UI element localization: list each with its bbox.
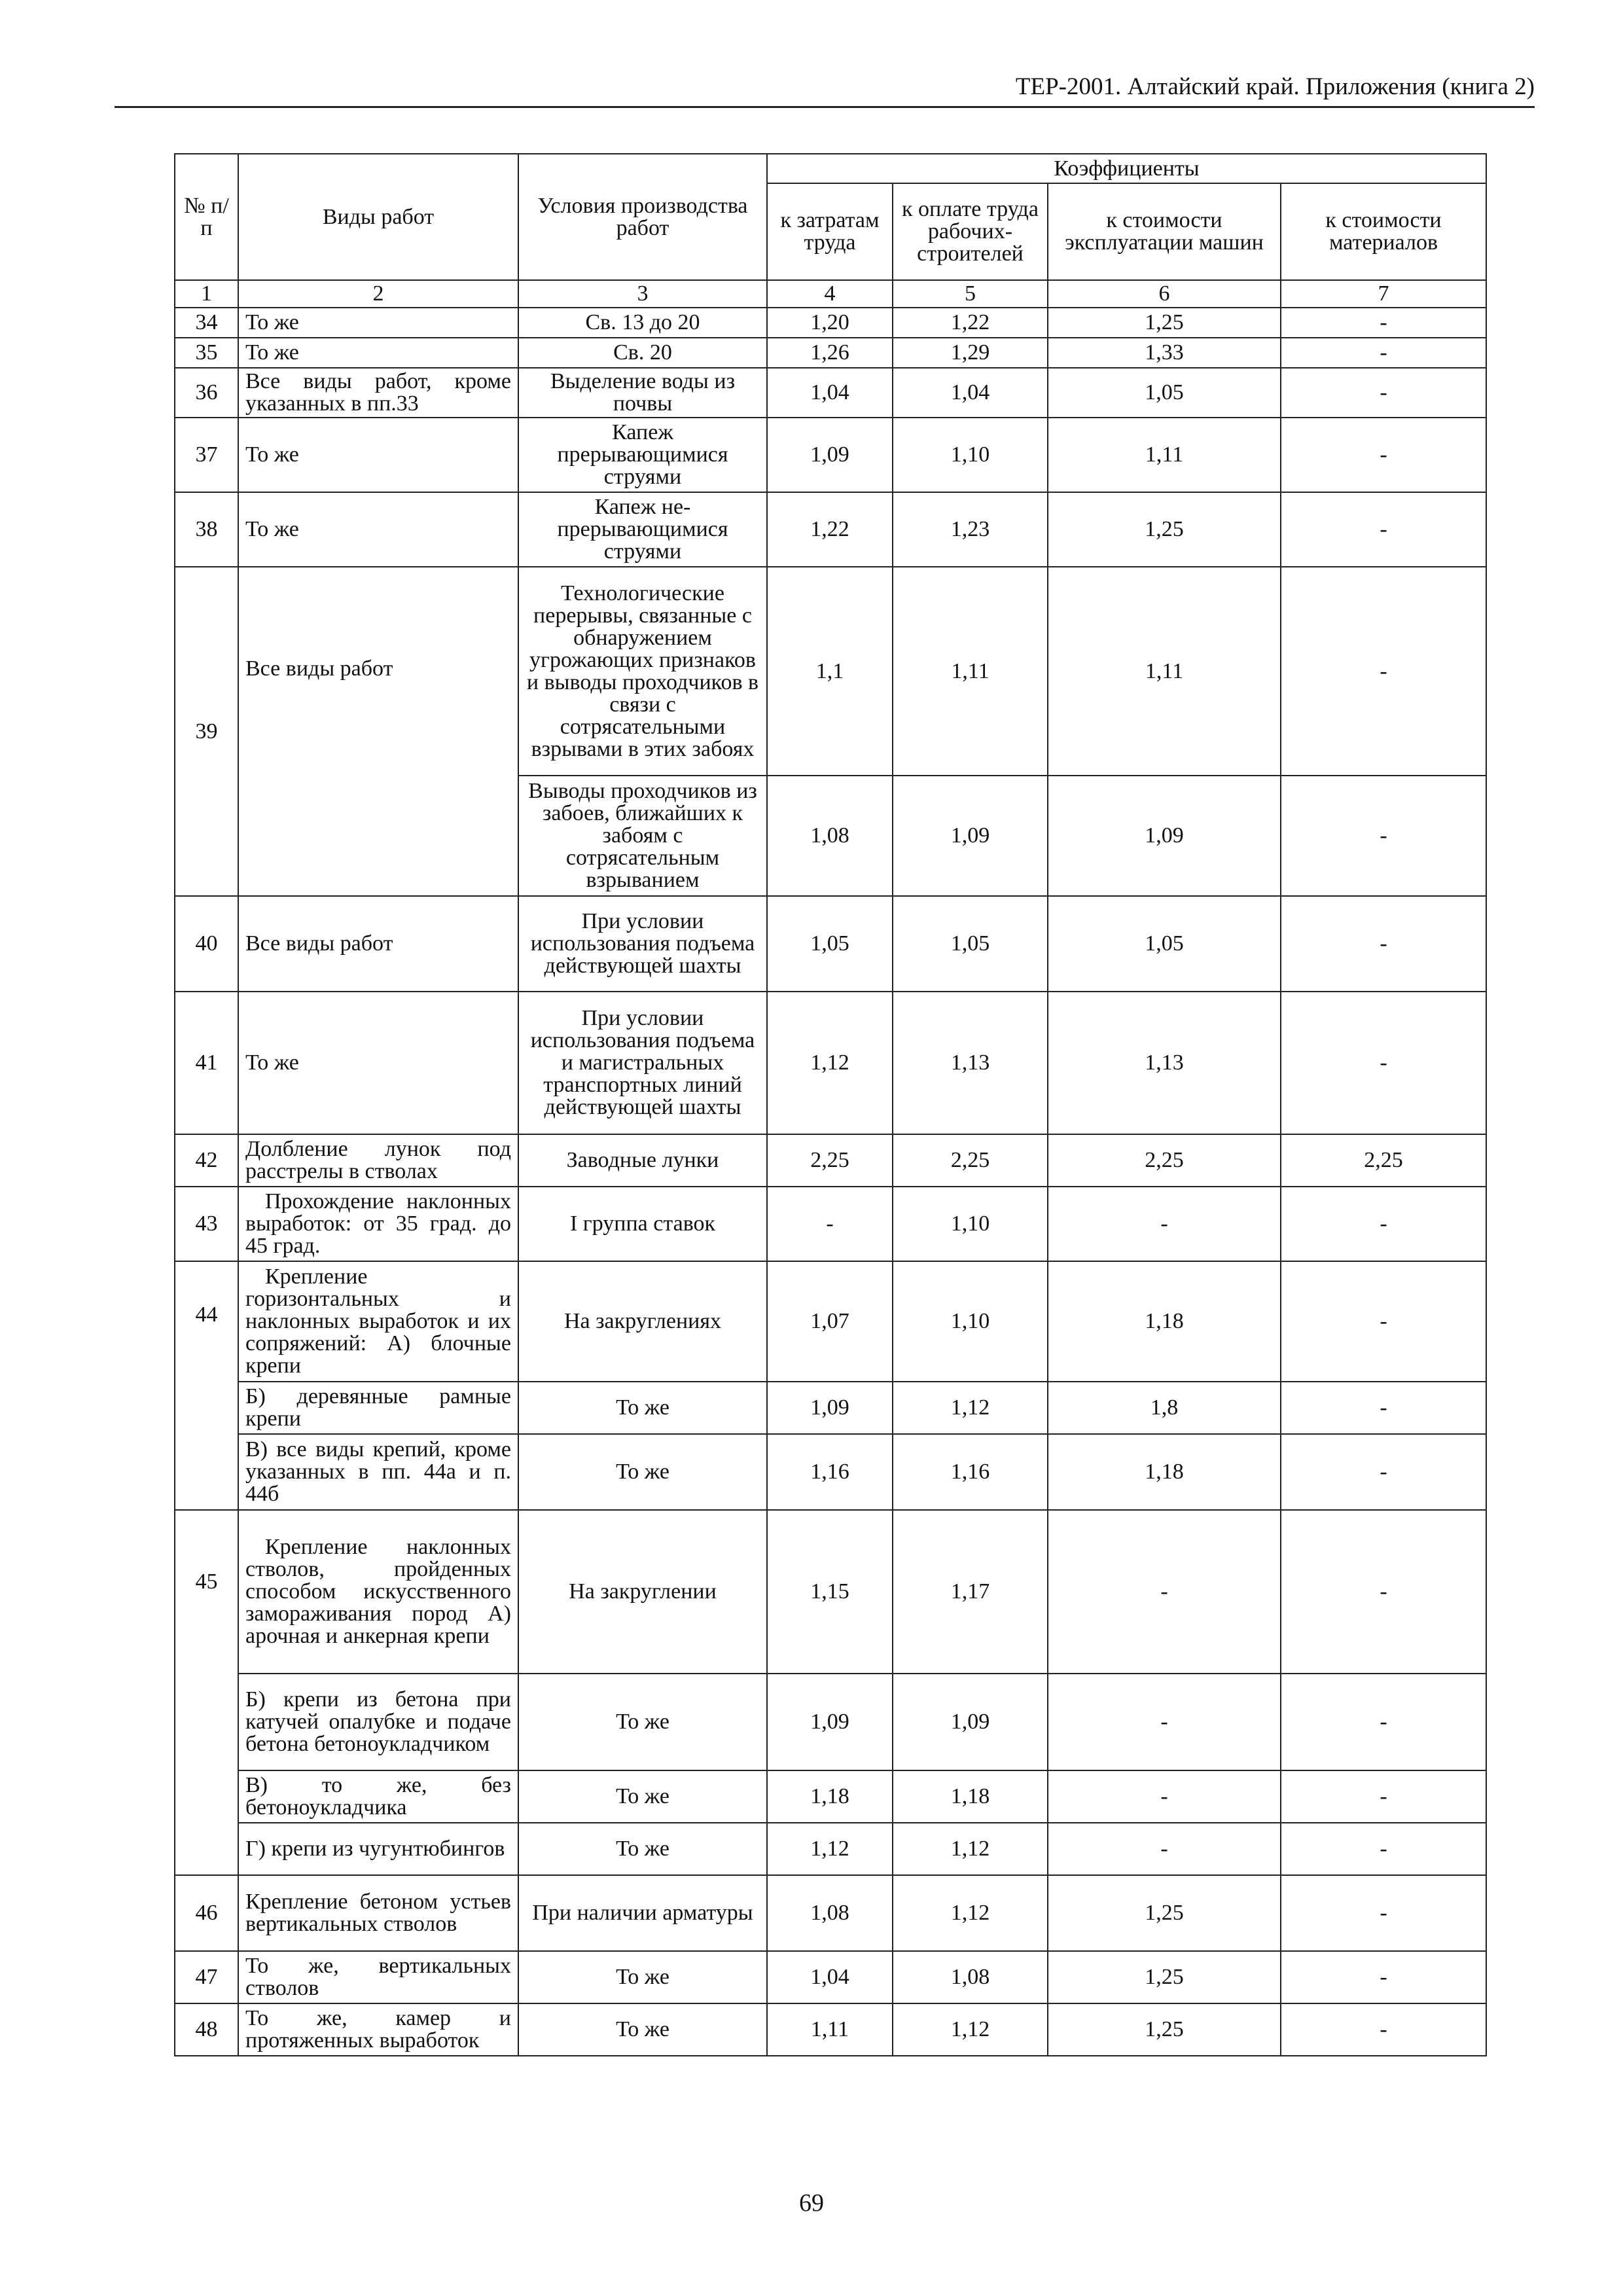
coef-materials: - [1281, 1823, 1486, 1875]
table-row [175, 1510, 1486, 1674]
table-row [175, 1823, 1486, 1875]
conditions: Выводы проходчиков из забоев, ближайших к забоям с сотрясательным взрыванием [518, 776, 767, 896]
coef-machines: - [1048, 1770, 1281, 1823]
conditions: Технологические перерывы, связанные с обнаружением угрожающих признаков и выводы проходчиков в связи с сотрясательными взрывами в этих забоях [518, 567, 767, 776]
coef-machines: 1,25 [1048, 1875, 1281, 1951]
head-work: Виды работ [238, 154, 518, 280]
coef-machines: - [1048, 1187, 1281, 1261]
row-number: 48 [175, 2003, 238, 2056]
coef-wages: 1,05 [893, 896, 1048, 992]
coef-materials: - [1281, 308, 1486, 338]
row-number: 46 [175, 1875, 238, 1951]
head-labor: к затратам труда [767, 183, 893, 280]
coef-wages: 1,09 [893, 1674, 1048, 1770]
coef-materials: - [1281, 776, 1486, 896]
conditions: На закруглении [518, 1510, 767, 1674]
work-type: Крепление наклонных стволов, пройденных способом искусственного замораживания пород А) арочная и анкерная крепи [238, 1510, 518, 1674]
coef-materials: - [1281, 418, 1486, 492]
coef-materials: - [1281, 896, 1486, 992]
coef-materials: - [1281, 1770, 1486, 1823]
conditions: При условии использования подъема и магистральных транспортных линий действующей шахты [518, 992, 767, 1134]
coef-labor: 1,08 [767, 1875, 893, 1951]
row-number: 44 [175, 1261, 238, 1510]
work-type: В) все виды крепий, кроме указанных в пп. 44а и п. 44б [238, 1434, 518, 1510]
coef-machines: 2,25 [1048, 1134, 1281, 1187]
coef-labor: 2,25 [767, 1134, 893, 1187]
work-type: То же [238, 308, 518, 338]
coef-labor: 1,04 [767, 1951, 893, 2003]
coef-machines: 1,13 [1048, 992, 1281, 1134]
conditions: То же [518, 1674, 767, 1770]
coef-wages: 1,16 [893, 1434, 1048, 1510]
running-header [115, 65, 1535, 108]
coef-wages: 1,11 [893, 567, 1048, 776]
coef-machines: 1,25 [1048, 492, 1281, 567]
coef-labor: 1,22 [767, 492, 893, 567]
conditions: Капеж прерывающимися струями [518, 418, 767, 492]
coef-materials: - [1281, 1951, 1486, 2003]
head-coefficients: Коэффициенты [767, 154, 1486, 183]
row-number: 37 [175, 418, 238, 492]
coef-machines: 1,05 [1048, 368, 1281, 418]
coef-wages: 1,12 [893, 2003, 1048, 2056]
coef-wages: 1,17 [893, 1510, 1048, 1674]
conditions: Св. 20 [518, 338, 767, 368]
row-number: 43 [175, 1187, 238, 1261]
table-row [175, 896, 1486, 992]
row-number: 38 [175, 492, 238, 567]
work-type: То же, вертикальных стволов [238, 1951, 518, 2003]
coef-materials: - [1281, 2003, 1486, 2056]
work-type: Все виды работ, кроме указанных в пп.33 [238, 368, 518, 418]
work-type: То же [238, 338, 518, 368]
conditions: I группа ставок [518, 1187, 767, 1261]
coef-labor: 1,09 [767, 1674, 893, 1770]
coef-labor: 1,11 [767, 2003, 893, 2056]
work-type: Б) крепи из бетона при катучей опалубке и подаче бетона бетоноукладчиком [238, 1674, 518, 1770]
conditions: На закруглениях [518, 1261, 767, 1382]
conditions: То же [518, 1770, 767, 1823]
coef-materials: - [1281, 567, 1486, 776]
coef-materials: 2,25 [1281, 1134, 1486, 1187]
coef-labor: - [767, 1187, 893, 1261]
table-row [175, 1434, 1486, 1510]
conditions: То же [518, 2003, 767, 2056]
coef-labor: 1,09 [767, 1382, 893, 1434]
work-type: То же [238, 492, 518, 567]
conditions: Выделение воды из почвы [518, 368, 767, 418]
coef-labor: 1,1 [767, 567, 893, 776]
coef-machines: 1,18 [1048, 1434, 1281, 1510]
coef-wages: 1,08 [893, 1951, 1048, 2003]
head-num: № п/п [175, 154, 238, 280]
coef-machines: - [1048, 1823, 1281, 1875]
coef-wages: 1,09 [893, 776, 1048, 896]
conditions: При наличии арматуры [518, 1875, 767, 1951]
coef-labor: 1,08 [767, 776, 893, 896]
head-machines: к стоимости эксплуатации машин [1048, 183, 1281, 280]
work-type: Г) крепи из чугунтюбингов [238, 1823, 518, 1875]
conditions: То же [518, 1823, 767, 1875]
coef-labor: 1,18 [767, 1770, 893, 1823]
coef-wages: 1,22 [893, 308, 1048, 338]
row-number: 39 [175, 567, 238, 896]
column-number: 5 [893, 280, 1048, 308]
row-number: 42 [175, 1134, 238, 1187]
work-type: Б) деревянные рамные крепи [238, 1382, 518, 1434]
work-type: Все виды работ [238, 896, 518, 992]
table-row [175, 1382, 1486, 1434]
coef-wages: 1,04 [893, 368, 1048, 418]
row-number: 47 [175, 1951, 238, 2003]
table-row [175, 992, 1486, 1134]
coef-materials: - [1281, 338, 1486, 368]
work-type: Крепление бетоном устьев вертикальных стволов [238, 1875, 518, 1951]
page-number: 69 [799, 2189, 824, 2217]
coef-materials: - [1281, 1674, 1486, 1770]
conditions: Заводные лунки [518, 1134, 767, 1187]
row-number: 35 [175, 338, 238, 368]
coef-labor: 1,07 [767, 1261, 893, 1382]
coef-materials: - [1281, 1434, 1486, 1510]
work-type: Крепление горизонтальных и наклонных выработок и их сопряжений: А) блочные крепи [238, 1261, 518, 1382]
table-row [175, 1187, 1486, 1261]
coef-wages: 1,10 [893, 1187, 1048, 1261]
coef-wages: 1,18 [893, 1770, 1048, 1823]
coef-machines: 1,25 [1048, 308, 1281, 338]
coef-labor: 1,05 [767, 896, 893, 992]
coef-wages: 1,12 [893, 1875, 1048, 1951]
coef-materials: - [1281, 368, 1486, 418]
conditions: Капеж не-прерывающимися струями [518, 492, 767, 567]
table-row [175, 308, 1486, 338]
coef-wages: 1,29 [893, 338, 1048, 368]
work-type: В) то же, без бетоноукладчика [238, 1770, 518, 1823]
table-row [175, 418, 1486, 492]
column-number: 6 [1048, 280, 1281, 308]
coef-machines: 1,25 [1048, 1951, 1281, 2003]
coef-materials: - [1281, 492, 1486, 567]
coef-machines: 1,05 [1048, 896, 1281, 992]
header-title: ТЕР-2001. Алтайский край. Приложения (книга 2) [1015, 73, 1535, 100]
coef-machines: - [1048, 1510, 1281, 1674]
coef-machines: 1,8 [1048, 1382, 1281, 1434]
table-row [175, 1770, 1486, 1823]
table-row [175, 2003, 1486, 2056]
coef-wages: 1,12 [893, 1823, 1048, 1875]
coefficients-table [174, 153, 1487, 2056]
coef-machines: 1,09 [1048, 776, 1281, 896]
table-row [175, 1134, 1486, 1187]
table-row [175, 338, 1486, 368]
table-row [175, 1261, 1486, 1382]
coef-materials: - [1281, 1382, 1486, 1434]
head-materials: к стоимости материалов [1281, 183, 1486, 280]
coef-labor: 1,15 [767, 1510, 893, 1674]
coef-labor: 1,26 [767, 338, 893, 368]
coef-materials: - [1281, 1510, 1486, 1674]
row-number: 36 [175, 368, 238, 418]
work-type: То же, камер и протяженных выработок [238, 2003, 518, 2056]
coef-wages: 2,25 [893, 1134, 1048, 1187]
coef-wages: 1,10 [893, 1261, 1048, 1382]
coef-materials: - [1281, 1261, 1486, 1382]
work-type: Все виды работ [238, 567, 518, 896]
conditions: При условии использования подъема действующей шахты [518, 896, 767, 992]
coef-machines: 1,18 [1048, 1261, 1281, 1382]
column-number: 7 [1281, 280, 1486, 308]
table-row [175, 1674, 1486, 1770]
coef-machines: - [1048, 1674, 1281, 1770]
coef-materials: - [1281, 1875, 1486, 1951]
conditions: То же [518, 1951, 767, 2003]
table-row [175, 492, 1486, 567]
conditions: То же [518, 1382, 767, 1434]
coef-machines: 1,11 [1048, 418, 1281, 492]
coef-labor: 1,04 [767, 368, 893, 418]
column-number: 1 [175, 280, 238, 308]
head-conditions: Условия производства работ [518, 154, 767, 280]
row-number: 34 [175, 308, 238, 338]
work-type: Долбление лунок под расстрелы в стволах [238, 1134, 518, 1187]
coef-wages: 1,13 [893, 992, 1048, 1134]
coef-labor: 1,12 [767, 1823, 893, 1875]
coef-labor: 1,16 [767, 1434, 893, 1510]
work-type: Прохождение наклонных выработок: от 35 град. до 45 град. [238, 1187, 518, 1261]
table-row [175, 1951, 1486, 2003]
column-number: 4 [767, 280, 893, 308]
table-row [175, 567, 1486, 776]
table-row [175, 368, 1486, 418]
row-number: 40 [175, 896, 238, 992]
coef-wages: 1,12 [893, 1382, 1048, 1434]
column-number: 3 [518, 280, 767, 308]
work-type: То же [238, 418, 518, 492]
coef-labor: 1,09 [767, 418, 893, 492]
coef-materials: - [1281, 1187, 1486, 1261]
row-number: 45 [175, 1510, 238, 1875]
coef-labor: 1,12 [767, 992, 893, 1134]
coef-wages: 1,10 [893, 418, 1048, 492]
conditions: То же [518, 1434, 767, 1510]
coef-materials: - [1281, 992, 1486, 1134]
coef-wages: 1,23 [893, 492, 1048, 567]
coef-machines: 1,33 [1048, 338, 1281, 368]
row-number: 41 [175, 992, 238, 1134]
conditions: Св. 13 до 20 [518, 308, 767, 338]
coef-labor: 1,20 [767, 308, 893, 338]
coef-machines: 1,11 [1048, 567, 1281, 776]
head-wages: к оплате труда рабочих-строителей [893, 183, 1048, 280]
work-type: То же [238, 992, 518, 1134]
table-row [175, 1875, 1486, 1951]
column-number: 2 [238, 280, 518, 308]
coef-machines: 1,25 [1048, 2003, 1281, 2056]
